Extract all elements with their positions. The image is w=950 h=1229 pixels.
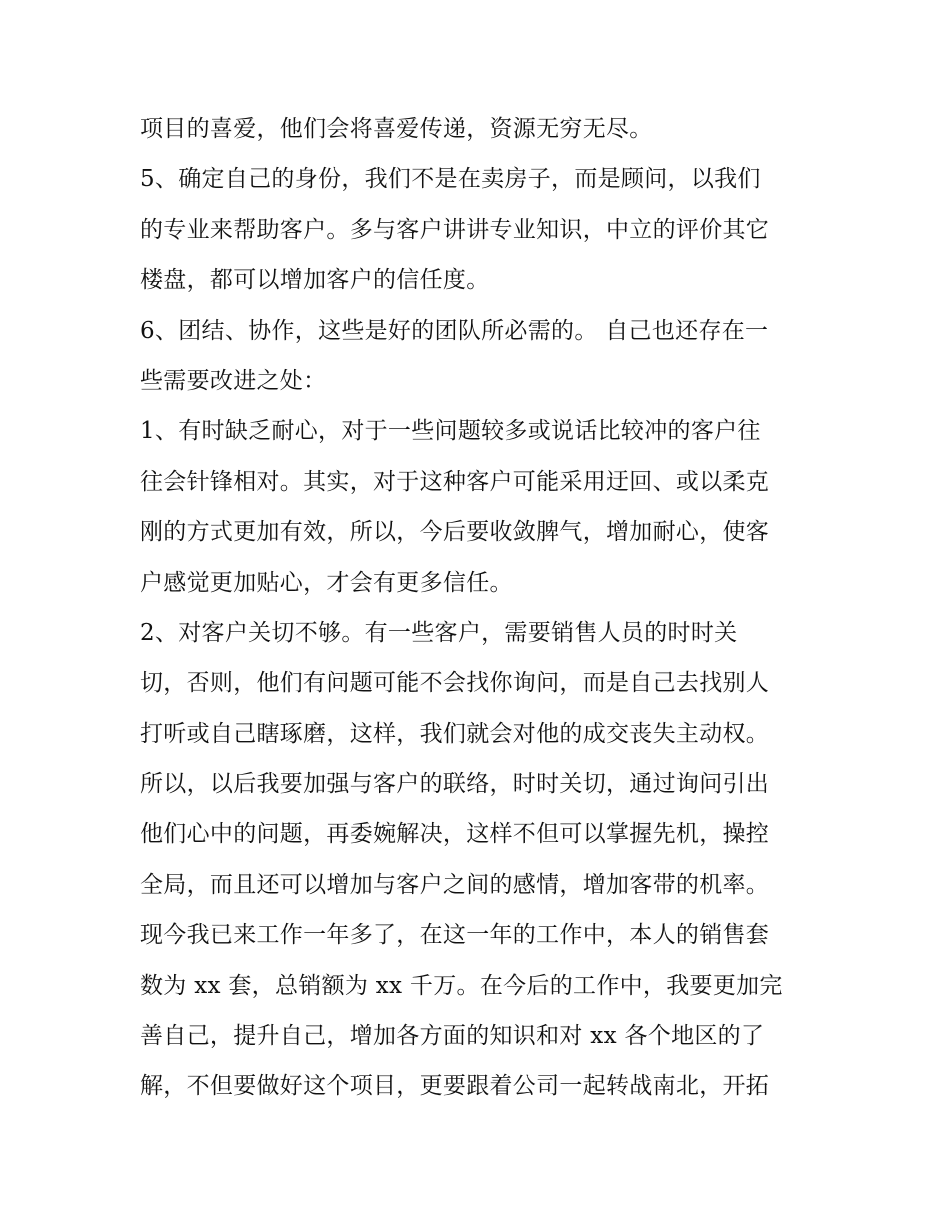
text-line: 全局，而且还可以增加与客户之间的感情，增加客带的机率。 <box>140 871 770 898</box>
text-line: 刚的方式更加有效，所以，今后要收敛脾气，增加耐心，使客 <box>140 519 770 546</box>
text-line: 现今我已来工作一年多了，在这一年的工作中，本人的销售套 <box>140 922 770 949</box>
text-line: 楼盘，都可以增加客户的信任度。 <box>140 267 490 294</box>
text-line: 的专业来帮助客户。多与客户讲讲专业知识，中立的评价其它 <box>140 216 770 243</box>
text-line: 1、有时缺乏耐心，对于一些问题较多或说话比较冲的客户往 <box>140 418 761 445</box>
text-line: 项目的喜爱，他们会将喜爱传递，资源无穷无尽。 <box>140 116 653 142</box>
text-line: 5、确定自己的身份，我们不是在卖房子，而是顾问，以我们 <box>140 166 761 193</box>
text-line: 2、对客户关切不够。有一些客户，需要销售人员的时时关 <box>140 619 738 646</box>
text-line: 善自己，提升自己，增加各方面的知识和对 xx 各个地区的了 <box>140 1023 765 1050</box>
text-line: 切，否则，他们有问题可能不会找你询问，而是自己去找别人 <box>140 670 770 697</box>
text-line: 数为 xx 套，总销额为 xx 千万。在今后的工作中，我要更加完 <box>140 972 783 999</box>
text-line: 6、团结、协作，这些是好的团队所必需的。 自己也还存在一 <box>140 317 769 344</box>
text-line: 些需要改进之处： <box>140 367 327 394</box>
text-line: 他们心中的问题，再委婉解决，这样不但可以掌握先机，操控 <box>140 821 770 848</box>
text-line: 打听或自己瞎琢磨，这样，我们就会对他的成交丧失主动权。 <box>140 720 770 747</box>
body-text <box>140 104 820 1112</box>
text-line: 往会针锋相对。其实，对于这种客户可能采用迂回、或以柔克 <box>140 468 770 495</box>
text-line: 户感觉更加贴心，才会有更多信任。 <box>140 569 513 596</box>
text-line: 所以，以后我要加强与客户的联络，时时关切，通过询问引出 <box>140 771 770 798</box>
text-line: 解，不但要做好这个项目，更要跟着公司一起转战南北，开拓 <box>140 1073 770 1100</box>
